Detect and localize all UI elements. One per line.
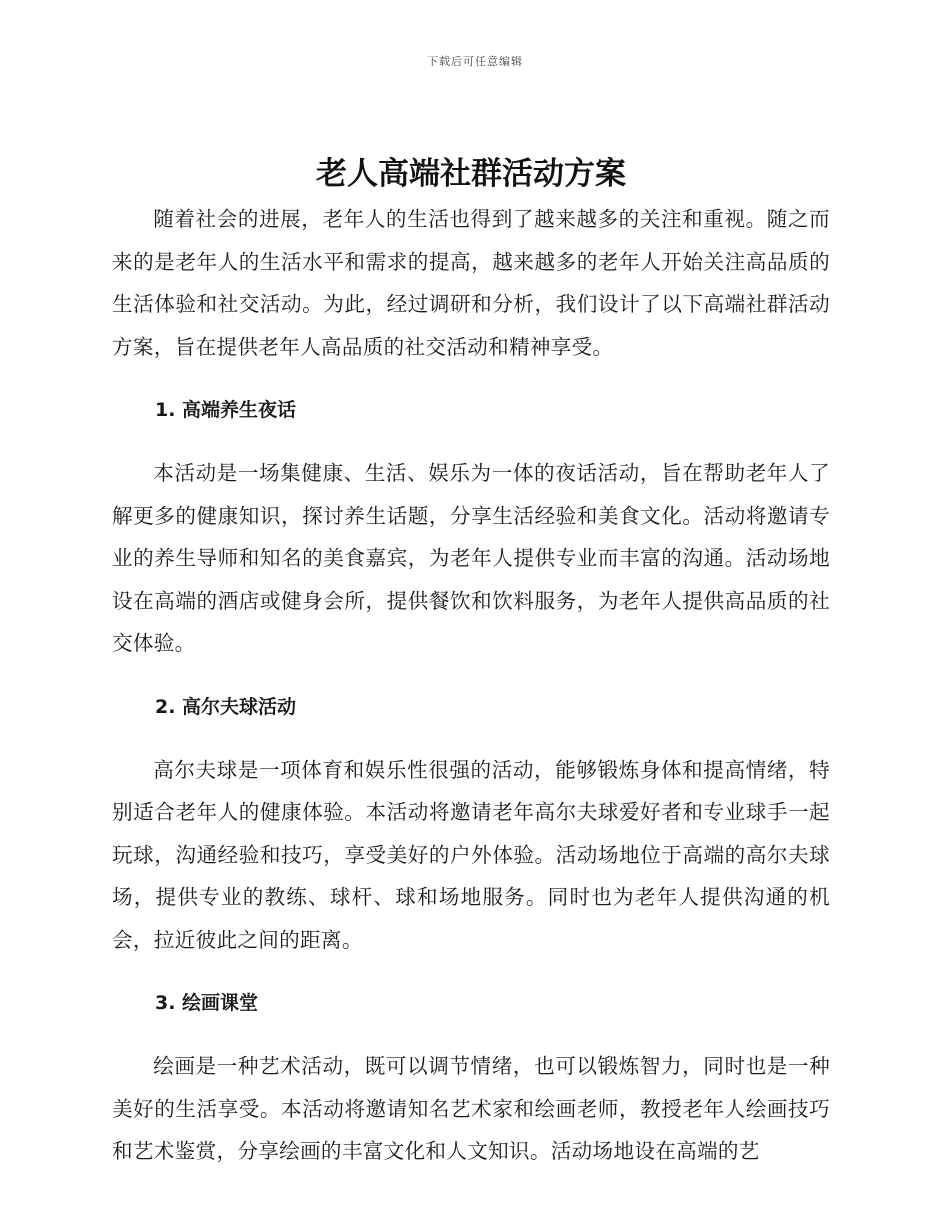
section-3 [112,989,830,1173]
document-body [112,152,830,1173]
document-title: 老人高端社群活动方案 [316,156,626,192]
header-note: 下载后可任意编辑 [427,55,523,68]
section-paragraph: 绘画是一种艺术活动，既可以调节情绪，也可以锻炼智力，同时也是一种美好的生活享受。本活动将邀请知名艺术家和绘画老师，教授老年人绘画技巧和艺术鉴赏，分享绘画的丰富文化和人文知识。活动场地设在高端的艺 [112,1054,830,1163]
section-heading: 1. 高端养生夜话 [155,399,297,421]
section-heading: 2. 高尔夫球活动 [155,695,297,718]
section-paragraph: 高尔夫球是一项体育和娱乐性很强的活动，能够锻炼身体和提高情绪，特别适合老年人的健康体验。本活动将邀请老年高尔夫球爱好者和专业球手一起玩球，沟通经验和技巧，享受美好的户外体验。活动场地位于高端的高尔夫球场，提供专业的教练、球杆、球和场地服务。同时也为老年人提供沟通的机会，拉近彼此之间的距离。 [112,757,830,952]
intro-paragraph: 随着社会的进展，老年人的生活也得到了越来越多的关注和重视。随之而来的是老年人的生活水平和需求的提高，越来越多的老年人开始关注高品质的生活体验和社交活动。为此，经过调研和分析，我们设计了以下高端社群活动方案，旨在提供老年人高品质的社交活动和精神享受。 [112,207,830,359]
section-2 [112,693,830,962]
section-1 [112,396,830,665]
section-heading: 3. 绘画课堂 [155,992,259,1014]
section-paragraph: 本活动是一场集健康、生活、娱乐为一体的夜话活动，旨在帮助老年人了解更多的健康知识，探讨养生话题，分享生活经验和美食文化。活动将邀请专业的养生导师和知名的美食嘉宾，为老年人提供专业而丰富的沟通。活动场地设在高端的酒店或健身会所，提供餐饮和饮料服务，为老年人提供高品质的社交体验。 [112,461,830,655]
